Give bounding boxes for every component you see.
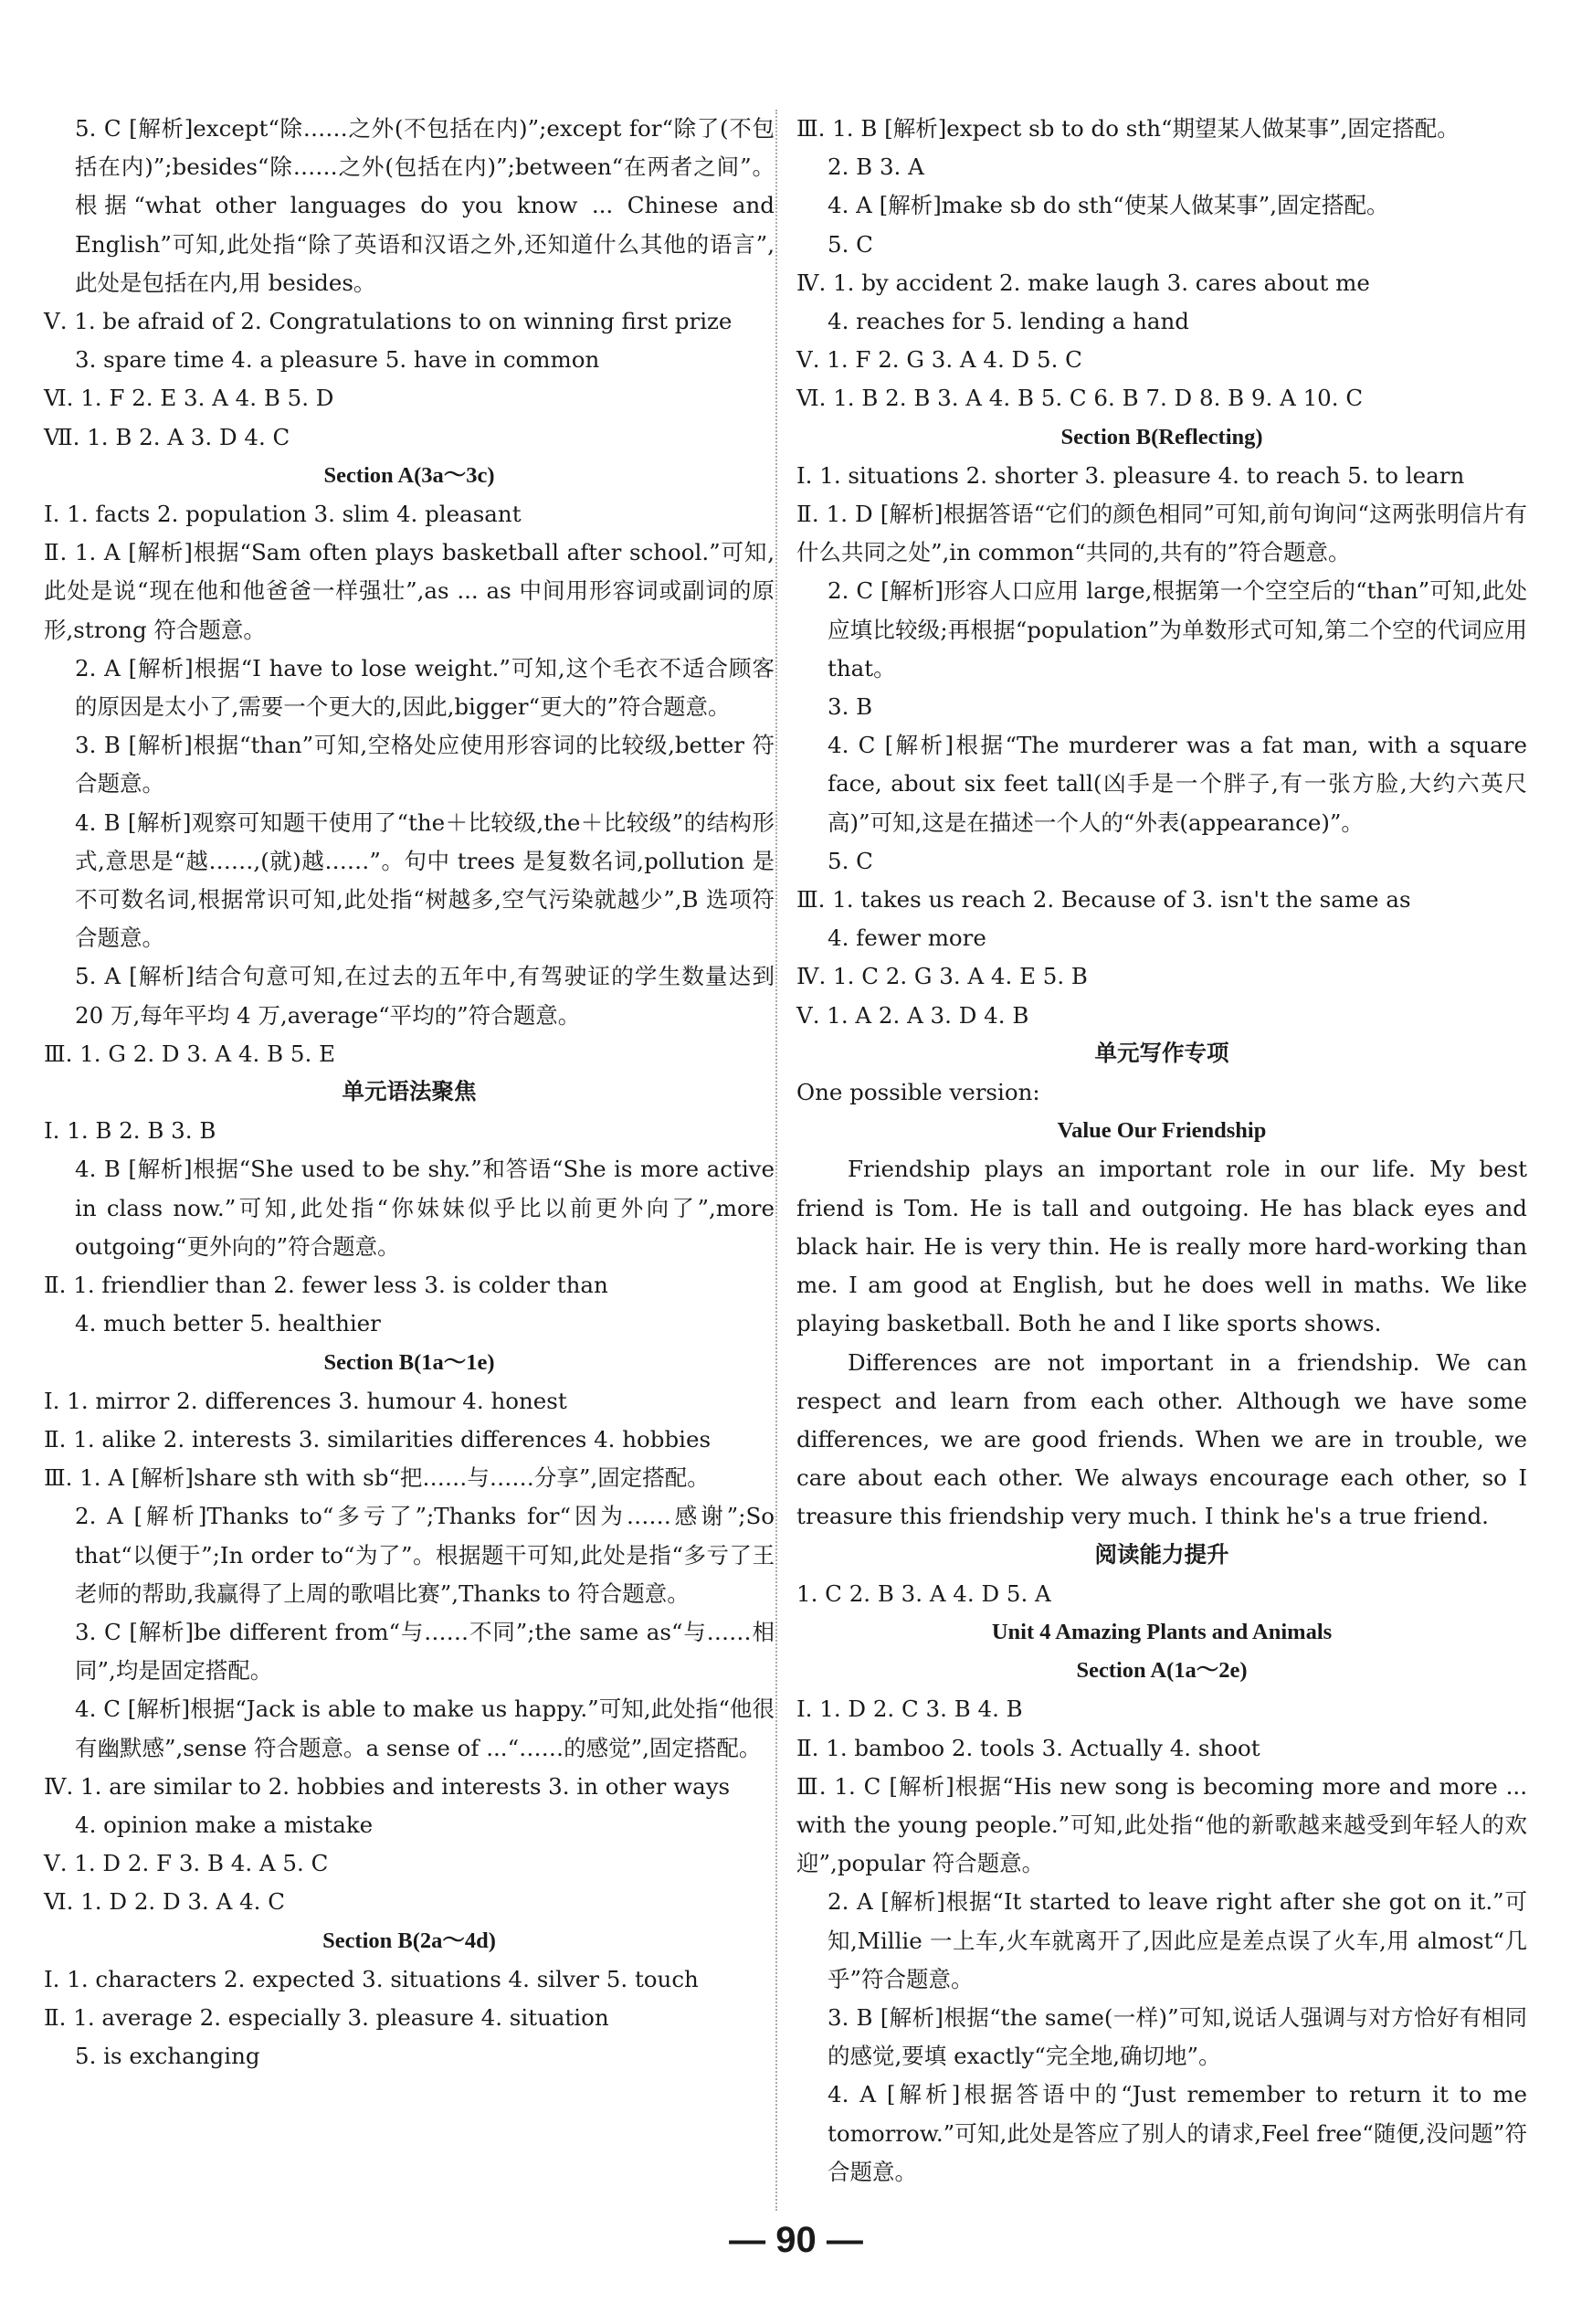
answer-line: 4. reaches for 5. lending a hand: [828, 308, 1189, 335]
right-column: [796, 110, 1527, 2192]
answer-line: Ⅲ. 1. G 2. D 3. A 4. B 5. E: [44, 1040, 335, 1067]
answer-line: 4. A [解析]根据答语中的“Just remember to return it to me tomorrow.”可知,此处是答应了别人的请求,Feel free“随便,没问题”符合题意。: [828, 2081, 1527, 2185]
answer-line: Ⅱ. 1. A [解析]根据“Sam often plays basketball after school.”可知,此处是说“现在他和他爸爸一样强壮”,as ... as 中间用形容词或副词的原形,strong 符合题意。: [44, 539, 775, 643]
section-heading: 单元语法聚焦: [342, 1080, 477, 1105]
answer-line: One possible version:: [796, 1079, 1040, 1106]
section-heading: Unit 4 Amazing Plants and Animals: [991, 1619, 1333, 1644]
answer-line: Ⅳ. 1. by accident 2. make laugh 3. cares about me: [796, 269, 1370, 296]
answer-line: 3. C [解析]be different from“与……不同”;the same as“与……相同”,均是固定搭配。: [75, 1618, 775, 1685]
section-heading: Value Our Friendship: [1057, 1118, 1267, 1144]
answer-line: Ⅵ. 1. B 2. B 3. A 4. B 5. C 6. B 7. D 8. B 9. A 10. C: [796, 385, 1364, 412]
answer-line: 4. opinion make a mistake: [75, 1811, 374, 1838]
answer-line: 4. C [解析]根据“The murderer was a fat man, with a square face, about six feet tall(凶手是一个胖子,有一张方脸,大约六英尺高)”可知,这是在描述一个人的“外表(appearance)”。: [828, 732, 1527, 836]
answer-line: 5. A [解析]结合句意可知,在过去的五年中,有驾驶证的学生数量达到 20 万,每年平均 4 万,average“平均的”符合题意。: [75, 963, 775, 1029]
answer-line: 2. C [解析]形容人口应用 large,根据第一个空空后的“than”可知,此处应填比较级;再根据“population”为单数形式可知,第二个空的代词应用 that。: [828, 577, 1527, 681]
answer-line: Ⅴ. 1. A 2. A 3. D 4. B: [796, 1001, 1029, 1029]
section-heading: Section B(1a～1e): [323, 1349, 495, 1375]
answer-line: Ⅱ. 1. friendlier than 2. fewer less 3. is colder than: [44, 1272, 608, 1299]
answer-line: 4. fewer more: [828, 924, 986, 952]
answer-line: Ⅳ. 1. are similar to 2. hobbies and interests 3. in other ways: [44, 1772, 731, 1800]
answer-line: 4. A [解析]make sb do sth“使某人做某事”,固定搭配。: [828, 192, 1389, 219]
answer-line: 2. A [解析]根据“It started to leave right after she got on it.”可知,Millie 一上车,火车就离开了,因此应是差点误了火车,用 almost“几乎”符合题意。: [828, 1888, 1527, 1992]
answer-line: 2. A [解析]根据“I have to lose weight.”可知,这个毛衣不适合顾客的原因是太小了,需要一个更大的,因此,bigger“更大的”符合题意。: [75, 654, 775, 721]
answer-line: Ⅶ. 1. B 2. A 3. D 4. C: [44, 423, 290, 450]
section-heading: Section A(1a～2e): [1076, 1658, 1248, 1684]
answer-line: Ⅵ. 1. F 2. E 3. A 4. B 5. D: [44, 385, 334, 412]
answer-line: Ⅲ. 1. takes us reach 2. Because of 3. isn't the same as: [796, 886, 1411, 914]
answer-line: Ⅲ. 1. C [解析]根据“His new song is becoming more and more ... with the young people.”可知,此处指“他的新歌越来越受到年轻人的欢迎”,popular 符合题意。: [796, 1772, 1527, 1877]
answer-line: Ⅰ. 1. facts 2. population 3. slim 4. pleasant: [44, 501, 522, 528]
answer-line: Ⅰ. 1. D 2. C 3. B 4. B: [796, 1695, 1023, 1723]
answer-line: 4. B [解析]观察可知题干使用了“the＋比较级,the＋比较级”的结构形式,意思是“越……,(就)越……”。句中 trees 是复数名词,pollution 是不可数名词,根据常识可知,此处指“树越多,空气污染就越少”,B 选项符合题意。: [75, 808, 775, 952]
answer-line: 4. B [解析]根据“She used to be shy.”和答语“She is more active in class now.”可知,此处指“你妹妹似乎比以前更外向了”,more outgoing“更外向的”符合题意。: [75, 1156, 775, 1260]
answer-line: 5. C: [828, 847, 873, 874]
column-divider: [775, 110, 777, 2211]
answer-line: Ⅴ. 1. F 2. G 3. A 4. D 5. C: [796, 346, 1082, 374]
answer-line: Ⅱ. 1. bamboo 2. tools 3. Actually 4. shoot: [796, 1734, 1260, 1761]
answer-line: Ⅳ. 1. C 2. G 3. A 4. E 5. B: [796, 963, 1088, 990]
answer-line: 4. much better 5. healthier: [75, 1310, 381, 1337]
section-heading: 单元写作专项: [1094, 1041, 1229, 1066]
answer-line: Ⅱ. 1. average 2. especially 3. pleasure 4. situation: [44, 2003, 609, 2031]
section-heading: 阅读能力提升: [1094, 1542, 1229, 1568]
answer-line: Ⅲ. 1. B [解析]expect sb to do sth“期望某人做某事”,固定搭配。: [796, 115, 1460, 142]
section-heading: Section B(Reflecting): [1060, 424, 1263, 449]
page-number: — 90 —: [729, 2220, 863, 2260]
answer-line: 5. is exchanging: [75, 2043, 260, 2070]
answer-line: Ⅰ. 1. characters 2. expected 3. situations 4. silver 5. touch: [44, 1965, 699, 1992]
essay-paragraph: Friendship plays an important role in our life. My best friend is Tom. He is tall and outgoing. He has black eyes and black hair. He is very thin. He is really more hard-working than me. I am good at English, but he does well in maths. We like playing basketball. Both he and I like sports shows.: [796, 1156, 1527, 1337]
answer-line: 2. B 3. A: [828, 153, 924, 181]
section-heading: Section A(3a～3c): [323, 462, 495, 488]
answer-line: Ⅰ. 1. mirror 2. differences 3. humour 4. honest: [44, 1387, 567, 1414]
answer-line: 5. C [解析]except“除……之外(不包括在内)”;except for“除了(不包括在内)”;besides“除……之外(包括在内)”;between“在两者之间”。根据“what other languages do you know ... Chinese and English”可知,此处指“除了英语和汉语之外,还知道什么其他的语言”,此处是包括在内,用 besides。: [75, 115, 775, 296]
answer-line: Ⅱ. 1. alike 2. interests 3. similarities differences 4. hobbies: [44, 1425, 712, 1452]
answer-line: 5. C: [828, 230, 873, 258]
answer-line: Ⅲ. 1. A [解析]share sth with sb“把……与……分享”,固定搭配。: [44, 1464, 710, 1492]
answer-line: 4. C [解析]根据“Jack is able to make us happy.”可知,此处指“他很有幽默感”,sense 符合题意。a sense of ...“……的感觉”,固定搭配。: [75, 1695, 775, 1761]
answer-line: Ⅴ. 1. be afraid of 2. Congratulations to on winning first prize: [44, 308, 733, 335]
answer-line: 3. spare time 4. a pleasure 5. have in common: [75, 346, 600, 374]
answer-line: 1. C 2. B 3. A 4. D 5. A: [796, 1579, 1051, 1607]
answer-line: Ⅵ. 1. D 2. D 3. A 4. C: [44, 1888, 285, 1916]
answer-line: 2. A [解析]Thanks to“多亏了”;Thanks for“因为……感谢”;So that“以便于”;In order to“为了”。根据题干可知,此处是指“多亏了王老师的帮助,我赢得了上周的歌唱比赛”,Thanks to 符合题意。: [75, 1503, 775, 1607]
answer-line: 3. B: [828, 693, 873, 721]
essay-paragraph: Differences are not important in a friendship. We can respect and learn from each other. Although we have some differences, we are good friends. When we are in trouble, we care about each other. We always encourage each other, so I treasure this friendship very much. I think he's a true friend.: [796, 1348, 1527, 1530]
left-column: [44, 110, 775, 2076]
answer-line: 3. B [解析]根据“the same(一样)”可知,说话人强调与对方恰好有相同的感觉,要填 exactly“完全地,确切地”。: [828, 2003, 1527, 2070]
answer-line: Ⅰ. 1. situations 2. shorter 3. pleasure 4. to reach 5. to learn: [796, 461, 1465, 489]
answer-line: Ⅱ. 1. D [解析]根据答语“它们的颜色相同”可知,前句询问“这两张明信片有什么共同之处”,in common“共同的,共有的”符合题意。: [796, 501, 1527, 566]
answer-line: Ⅰ. 1. B 2. B 3. B: [44, 1117, 216, 1145]
answer-line: 3. B [解析]根据“than”可知,空格处应使用形容词的比较级,better 符合题意。: [75, 732, 775, 798]
section-heading: Section B(2a～4d): [322, 1928, 496, 1953]
answer-line: Ⅴ. 1. D 2. F 3. B 4. A 5. C: [44, 1850, 329, 1877]
